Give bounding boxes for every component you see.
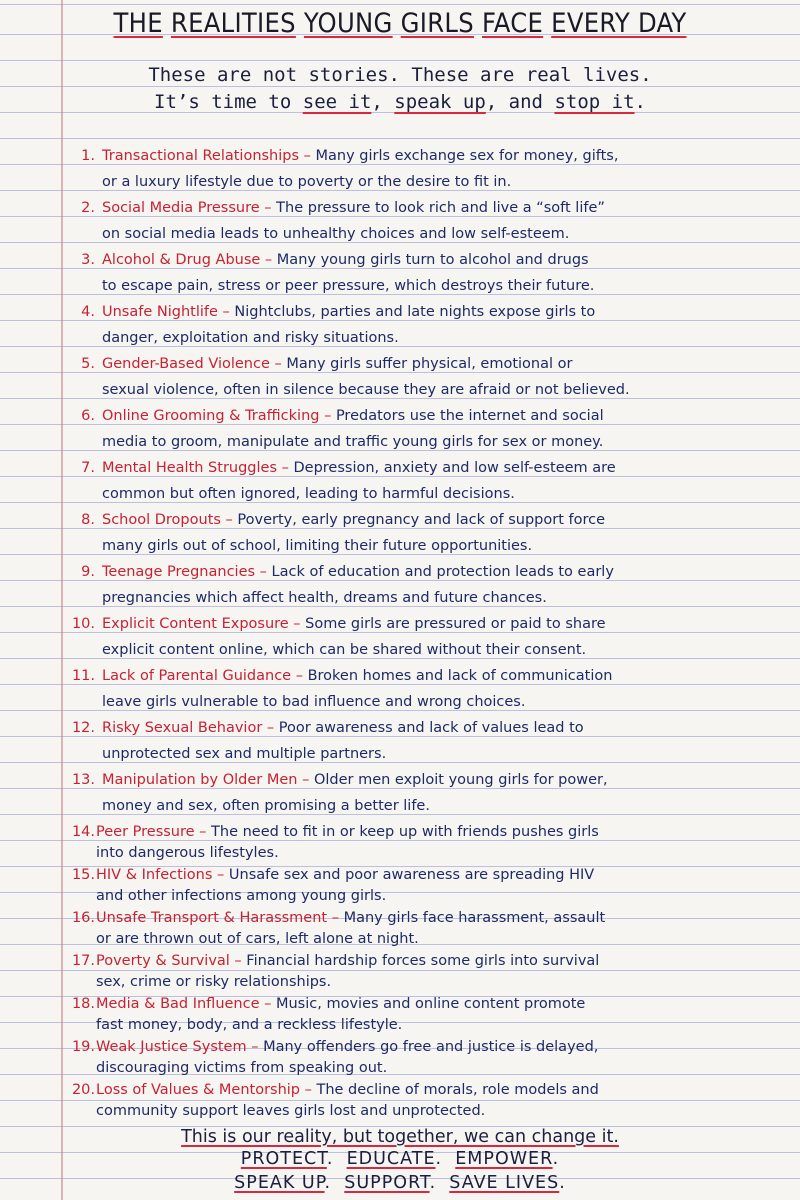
item-dash: – <box>299 148 316 164</box>
title-word: FACE <box>482 8 544 39</box>
save-lives-word: SAVE LIVES <box>449 1173 560 1193</box>
item-line-2: or a luxury lifestyle due to poverty or the desire to fit in. <box>102 173 512 190</box>
item-text: Nightclubs, parties and late nights expose girls to <box>234 304 596 320</box>
item-text: Depression, anxiety and low self-esteem are <box>293 460 616 476</box>
item-number: 2. <box>81 200 95 216</box>
item-text: Some girls are pressured or paid to share <box>305 616 606 632</box>
item-line-2: on social media leads to unhealthy choices and low self-esteem. <box>102 225 570 242</box>
item-heading: Manipulation by Older Men <box>102 772 298 788</box>
item-dash: – <box>259 996 276 1012</box>
closing-call-1 <box>0 1149 800 1169</box>
speak-up: speak up <box>394 91 486 113</box>
item-line-1 <box>102 664 612 690</box>
dot: . <box>435 1149 443 1169</box>
item-dash: – <box>277 460 294 476</box>
item-line-1 <box>102 508 605 534</box>
title-word: EVERY DAY <box>551 8 687 39</box>
item-dash: – <box>260 252 277 268</box>
item-line-2: and other infections among young girls. <box>96 888 387 904</box>
item-number: 4. <box>81 304 95 320</box>
item-dash: – <box>291 668 308 684</box>
item-number: 6. <box>81 408 95 424</box>
item-heading: School Dropouts <box>102 512 221 528</box>
item-dash: – <box>259 200 277 216</box>
item-line-1 <box>102 768 608 794</box>
dot: . <box>552 1149 560 1169</box>
intro-sep: , <box>371 91 395 113</box>
item-number: 5. <box>81 356 95 372</box>
item-heading: Mental Health Struggles <box>102 460 278 476</box>
item-number: 18. <box>71 996 95 1012</box>
empower-word: EMPOWER <box>455 1149 553 1169</box>
item-text: Many young girls turn to alcohol and drugs <box>276 252 589 268</box>
item-dash: – <box>327 910 344 926</box>
item-text: Music, movies and online content promote <box>275 996 586 1012</box>
item-line-2: money and sex, often promising a better life. <box>102 797 430 814</box>
item-text: Poor awareness and lack of values lead to <box>278 720 584 736</box>
item-line-2: discouraging victims from speaking out. <box>96 1060 388 1076</box>
item-dash: – <box>297 772 314 788</box>
item-number: 19. <box>71 1039 95 1055</box>
dot: . <box>326 1149 334 1169</box>
item-number: 14. <box>71 824 95 840</box>
item-text: Lack of education and protection leads to early <box>271 564 614 580</box>
item-text: Older men exploit young girls for power, <box>313 772 608 788</box>
item-dash: – <box>229 953 247 969</box>
item-line-1 <box>102 560 614 586</box>
item-line-2: media to groom, manipulate and traffic young girls for sex or money. <box>102 433 604 450</box>
item-dash: – <box>319 408 336 424</box>
item-line-1 <box>102 716 584 742</box>
item-number: 12. <box>71 720 95 736</box>
item-number: 10. <box>71 616 95 632</box>
item-line-2: leave girls vulnerable to bad influence and wrong choices. <box>102 693 526 710</box>
item-line-2: fast money, body, and a reckless lifestyle. <box>96 1017 403 1033</box>
item-text: Many girls exchange sex for money, gifts, <box>315 148 619 164</box>
item-number: 3. <box>81 252 95 268</box>
item-heading: Media & Bad Influence <box>96 996 260 1012</box>
item-line-1 <box>102 196 605 222</box>
item-number: 17. <box>71 953 95 969</box>
intro-line-2 <box>0 89 800 116</box>
page-title <box>0 8 800 39</box>
item-heading: Peer Pressure <box>96 824 195 840</box>
item-text: The decline of morals, role models and <box>316 1082 599 1098</box>
item-heading: Poverty & Survival <box>96 953 230 969</box>
see-it: see it <box>302 91 372 113</box>
item-text: Predators use the internet and social <box>335 408 604 424</box>
stop-it: stop it <box>554 91 635 113</box>
title-word: THE <box>113 8 163 39</box>
item-heading: Explicit Content Exposure <box>102 616 289 632</box>
dot: . <box>324 1173 332 1193</box>
item-line-2: danger, exploitation and risky situations. <box>102 329 399 346</box>
item-heading: Teenage Pregnancies <box>102 564 256 580</box>
intro-prefix: It’s time to <box>154 91 303 113</box>
item-line-2: pregnancies which affect health, dreams and future chances. <box>102 589 547 606</box>
item-line-2: to escape pain, stress or peer pressure, which destroys their future. <box>102 277 595 294</box>
item-dash: – <box>262 720 279 736</box>
item-line-2: many girls out of school, limiting their future opportunities. <box>102 537 533 554</box>
item-dash: – <box>212 867 229 883</box>
item-heading: Online Grooming & Trafficking <box>102 408 320 424</box>
closing-statement <box>0 1127 800 1147</box>
item-line-2: explicit content online, which can be shared without their consent. <box>102 641 587 658</box>
item-heading: Social Media Pressure <box>102 200 260 216</box>
item-line-2: sexual violence, often in silence because they are afraid or not believed. <box>102 381 630 398</box>
intro-end: . <box>634 91 646 113</box>
item-line-1 <box>102 612 606 638</box>
title-word: REALITIES <box>170 8 296 39</box>
item-line-1 <box>102 456 616 482</box>
item-line-2: into dangerous lifestyles. <box>96 845 279 861</box>
item-dash: – <box>288 616 306 632</box>
item-heading: Unsafe Transport & Harassment <box>96 910 328 926</box>
item-number: 11. <box>71 668 95 684</box>
item-text: The need to fit in or keep up with friends pushes girls <box>211 824 599 840</box>
item-dash: – <box>269 356 287 372</box>
item-line-1 <box>102 404 604 430</box>
item-dash: – <box>220 512 238 528</box>
item-number: 15. <box>71 867 95 883</box>
dot: . <box>429 1173 437 1193</box>
item-number: 1. <box>81 148 95 164</box>
item-dash: – <box>246 1039 264 1055</box>
item-heading: Weak Justice System <box>96 1039 247 1055</box>
item-text: Financial hardship forces some girls into survival <box>246 953 600 969</box>
item-line-2: or are thrown out of cars, left alone at night. <box>96 931 419 947</box>
intro-text <box>0 62 800 116</box>
item-line-2: sex, crime or risky relationships. <box>96 974 332 990</box>
item-line-1 <box>102 144 618 170</box>
closing-call-2 <box>0 1173 800 1193</box>
item-dash: – <box>217 304 235 320</box>
item-dash: – <box>300 1082 317 1098</box>
support-word: SUPPORT <box>344 1173 430 1193</box>
item-text: The pressure to look rich and live a “soft life” <box>276 200 605 216</box>
closing-line-1: This is our reality, but together, we can change it. <box>181 1127 619 1147</box>
title-word: YOUNG <box>303 8 393 39</box>
item-text: Poverty, early pregnancy and lack of support force <box>237 512 605 528</box>
item-number: 13. <box>71 772 95 788</box>
item-dash: – <box>194 824 212 840</box>
item-heading: HIV & Infections <box>96 867 213 883</box>
item-text: Unsafe sex and poor awareness are spreading HIV <box>228 867 595 883</box>
protect-word: PROTECT <box>240 1149 327 1169</box>
item-text: Many girls suffer physical, emotional or <box>286 356 573 372</box>
item-text: Broken homes and lack of communication <box>307 668 613 684</box>
item-heading: Gender-Based Violence <box>102 356 270 372</box>
item-dash: – <box>255 564 272 580</box>
item-number: 16. <box>71 910 95 926</box>
item-line-1 <box>102 248 589 274</box>
item-line-1 <box>102 300 595 326</box>
item-heading: Lack of Parental Guidance <box>102 668 292 684</box>
speak-up-word: SPEAK UP <box>234 1173 325 1193</box>
intro-sep: , and <box>485 91 555 113</box>
item-heading: Alcohol & Drug Abuse <box>102 252 261 268</box>
item-number: 9. <box>81 564 95 580</box>
item-number: 20. <box>71 1082 95 1098</box>
item-text: Many girls face harassment, assault <box>343 910 606 926</box>
dot: . <box>559 1173 566 1193</box>
item-line-2: unprotected sex and multiple partners. <box>102 745 387 762</box>
item-heading: Risky Sexual Behavior <box>102 720 263 736</box>
item-heading: Loss of Values & Mentorship <box>96 1082 301 1098</box>
item-number: 7. <box>81 460 95 476</box>
intro-line-1: These are not stories. These are real lives. <box>148 64 652 86</box>
item-line-2: community support leaves girls lost and unprotected. <box>96 1103 486 1119</box>
item-text: Many offenders go free and justice is delayed, <box>263 1039 599 1055</box>
item-heading: Unsafe Nightlife <box>102 304 218 320</box>
item-heading: Transactional Relationships <box>102 148 300 164</box>
item-number: 8. <box>81 512 95 528</box>
educate-word: EDUCATE <box>346 1149 436 1169</box>
item-line-2: common but often ignored, leading to harmful decisions. <box>102 485 515 502</box>
item-line-1 <box>102 352 572 378</box>
title-word: GIRLS <box>400 8 474 39</box>
